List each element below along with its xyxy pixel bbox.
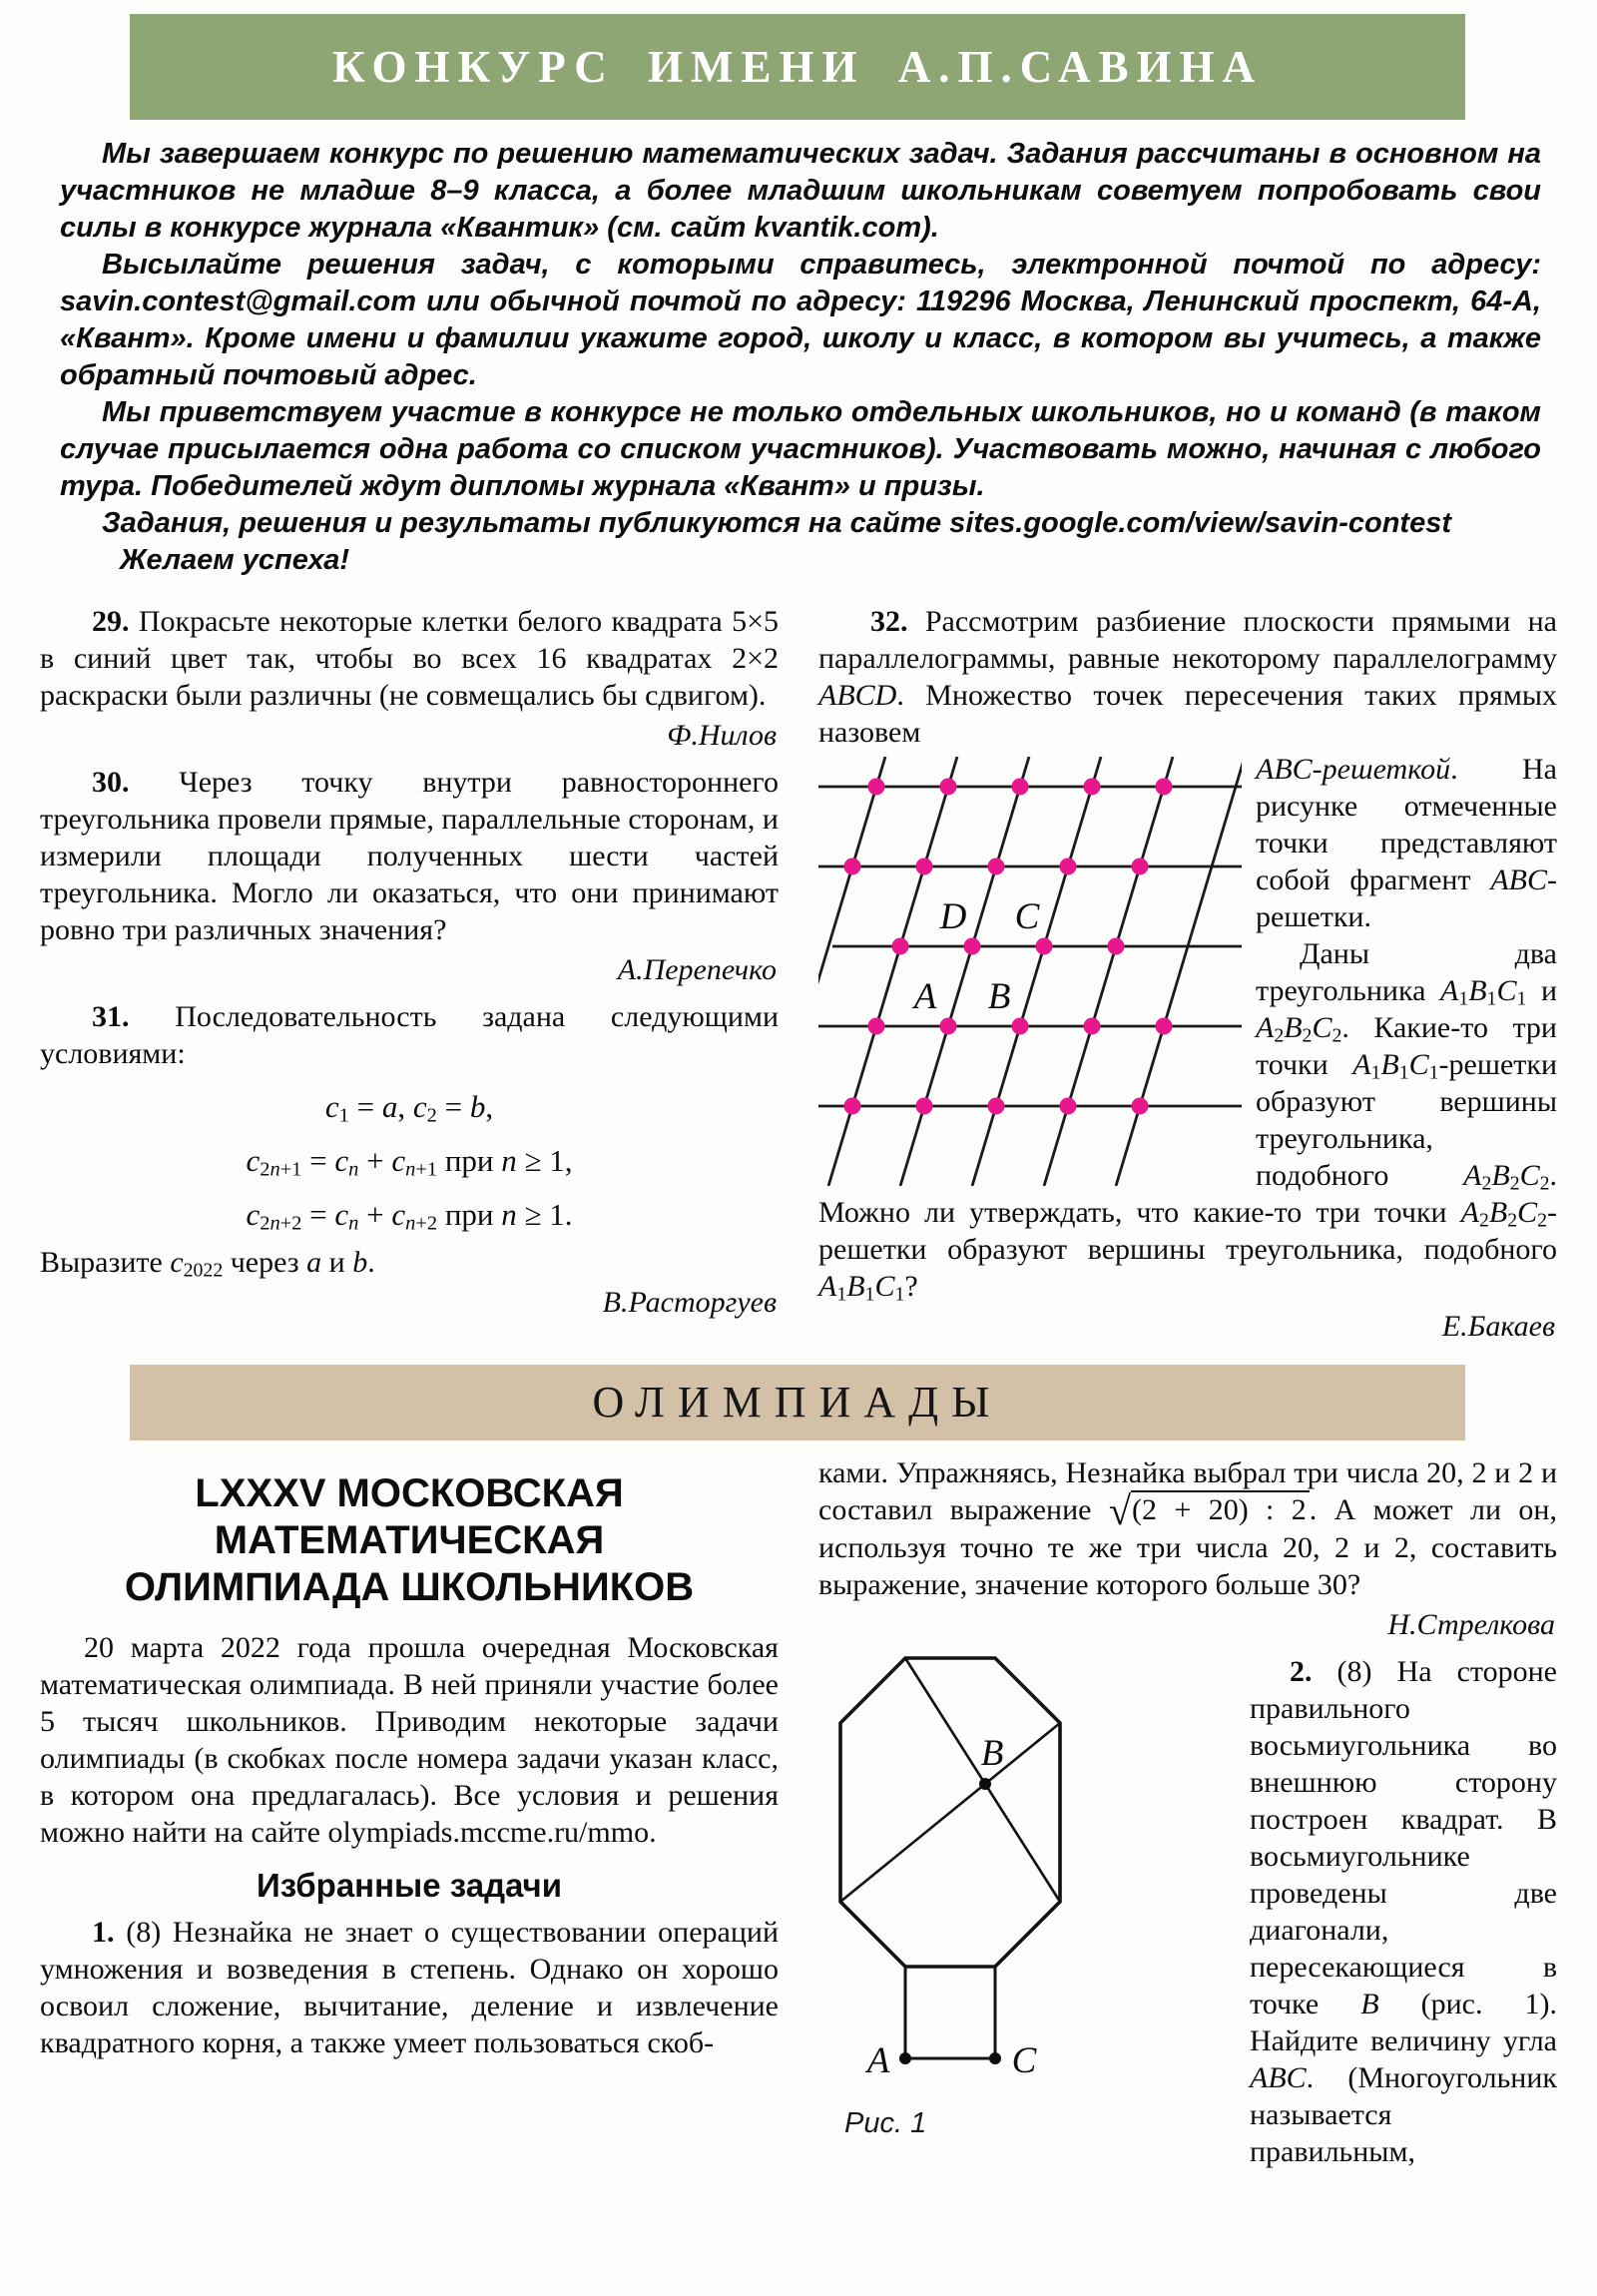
problem-number: 2. — [1290, 1654, 1313, 1688]
abc-lattice-drawing — [818, 757, 1242, 1186]
vertex-label-b: B — [987, 976, 1011, 1017]
problem-32-wrap-text: ABC-решеткой. На рисунке отмеченные точки представляют собой фрагмент ABC-решетки. — [1256, 753, 1557, 933]
problem-number: 31. — [92, 1000, 130, 1033]
problem-31 — [40, 998, 779, 1072]
problem-1 — [40, 1914, 779, 2061]
octagon-drawing — [818, 1655, 1238, 2154]
vertex-label-b: B — [980, 1732, 1004, 1774]
author-credit: А.Перепечко — [617, 953, 777, 986]
left-column — [40, 593, 779, 1349]
equation: $c_1 = a$, $c_2 = b$, — [324, 1089, 494, 1127]
vertex-label-d: D — [939, 896, 967, 937]
problem-number: 1. — [92, 1916, 115, 1949]
point-a — [899, 2052, 911, 2064]
olympiad-intro: 20 марта 2022 года прошла очередная Московская математическая олимпиада. В ней приняли участие более 5 тысяч школьников. Приводим некоторые задачи олимпиады (в скобках после номера задачи указан класс, в котором она предлагалась). Все условия и решения можно найти на сайте olympiads.mccme.ru/mmo. — [40, 1631, 779, 1849]
intro-paragraph: Мы завершаем конкурс по решению математических задач. Задания рассчитаны в основном на участников не младше 8–9 класса, а более младшим школьникам советуем попробовать свои силы в конкурсе журнала «Квантик» (см. сайт kvantik.com). — [60, 138, 1541, 244]
problem-text: (8) Незнайка не знает о существовании операций умножения и возведения в степень. Однако он хорошо освоил сложение, вычитание, деление и извлечение квадратного корня, а также умеет пользоваться скоб- — [40, 1916, 780, 2059]
vertex-label-c: C — [1014, 896, 1040, 937]
olympiads-title: ОЛИМПИАДЫ — [592, 1378, 1003, 1427]
author-credit: В.Расторгуев — [602, 1286, 777, 1319]
abc-lattice-figure — [818, 757, 1242, 1186]
left-column — [40, 1454, 779, 2170]
savin-contest-title: КОНКУРС ИМЕНИ А.П.САВИНА — [331, 42, 1264, 92]
intro-paragraph: Желаем успеха! — [120, 544, 350, 576]
contest-intro — [60, 136, 1541, 579]
intro-paragraph: Высылайте решения задач, с которыми справитесь, электронной почтой по адресу: savin.contest@gmail.com или обычной почтой по адресу: 119296 Москва, Ленинский проспект, 64-А, «Квант». Кроме имени и фамилии укажите город, школу и класс, в котором вы учитесь, а также обратный почтовый адрес. — [60, 249, 1541, 391]
selected-problems-subheading: Избранные задачи — [256, 1867, 562, 1904]
equation: $c_{2n+2} = c_n + c_{n+2}$ при n ≥ 1. — [246, 1197, 573, 1235]
problem-number: 29. — [92, 605, 130, 638]
author-credit: Е.Бакаев — [1441, 1310, 1555, 1343]
problem-29 — [40, 603, 779, 714]
author-credit: Н.Стрелкова — [1387, 1607, 1555, 1641]
figure-caption: Рис. 1 — [844, 2106, 927, 2139]
octagon-figure — [818, 1655, 1238, 2154]
problem-text: Через точку внутри равностороннего треугольника провели прямые, параллельные сторонам, и измерили площади полученных шести частей треугольника. Могло ли оказаться, что они принимают ровно три различных значения? — [40, 766, 779, 946]
intro-paragraph: Мы приветствуем участие в конкурсе не только отдельных школьников, но и команд (в таком случае присылается одна работа со списком участников). Участвовать можно, начиная с любого тура. Победителей ждут дипломы журнала «Квант» и призы. — [60, 396, 1541, 502]
problem-30 — [40, 764, 779, 948]
problem-32-continued: Даны два треугольника $A_1B_1C_1$ и $A_2B_2C_2$. Какие-то три точки $A_1B_1C_1$-решетки образуют вершины треугольника, подобного $A_2B_2C_2$. Можно ли утверждать, что какие-то три точки $A_2B_2C_2$-решетки образуют вершины треугольника, подобного $A_1B_1C_1$? — [818, 937, 1557, 1306]
problem-31-tail: Выразите $c_{2022}$ через a и b. — [40, 1246, 375, 1282]
savin-contest-banner — [130, 14, 1465, 120]
point-b — [979, 1778, 991, 1790]
author-credit: Ф.Нилов — [667, 719, 777, 752]
olympiad-section — [0, 1454, 1597, 2170]
problem-text: Рассмотрим разбиение плоскости прямыми на параллелограммы, равные некоторому параллелограмму ABCD. Множество точек пересечения таких прямых назовем — [818, 605, 1558, 749]
right-column — [818, 1454, 1557, 2170]
point-c — [989, 2052, 1001, 2064]
olympiads-banner — [130, 1365, 1465, 1440]
vertex-label-a: A — [866, 2039, 890, 2081]
right-column — [818, 593, 1557, 1349]
contest-problems-section — [0, 593, 1597, 1349]
problem-number: 32. — [870, 605, 908, 638]
problem-number: 30. — [92, 766, 130, 799]
problem-1-continued: ками. Упражняясь, Незнайка выбрал три числа 20, 2 и 2 и составил выражение √(2 + 20) : 2 . А может ли он, используя точно те же три числа 20, 2 и 2, составить выражение, значение которого больше 30? — [818, 1456, 1557, 1601]
vertex-label-a: A — [913, 976, 937, 1017]
problem-text: Покрасьте некоторые клетки белого квадрата 5×5 в синий цвет так, чтобы во всех 16 квадратах 2×2 раскраски были различны (не совмещались бы сдвигом). — [40, 605, 779, 712]
intro-paragraph: Задания, решения и результаты публикуются на сайте sites.google.com/view/savin-contest — [102, 507, 1451, 539]
equation-block — [40, 1080, 779, 1242]
equation: $c_{2n+1} = c_n + c_{n+1}$ при n ≥ 1, — [246, 1143, 573, 1181]
problem-text: Последовательность задана следующими условиями: — [40, 1000, 780, 1070]
olympiad-heading: LXXXV МОСКОВСКАЯ МАТЕМАТИЧЕСКАЯ ОЛИМПИАДА ШКОЛЬНИКОВ — [124, 1471, 695, 1609]
problem-32 — [818, 603, 1557, 751]
problem-text: (8) На стороне правильного восьмиугольника во внешнюю сторону построен квадрат. В восьмиугольнике проведены две диагонали, пересекающиеся в точке B (рис. 1). Найдите величину угла ABC. (Многоугольник называется правильным, — [1250, 1654, 1557, 2168]
vertex-label-c: C — [1011, 2039, 1037, 2081]
